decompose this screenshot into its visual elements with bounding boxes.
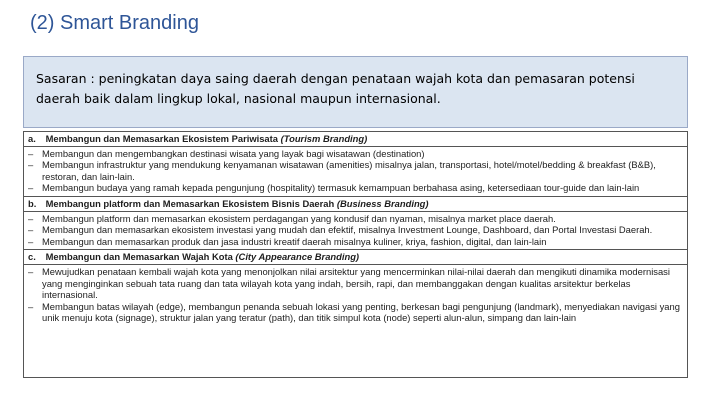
section-heading-text: Membangun dan Memasarkan Ekosistem Pariwisata bbox=[45, 133, 278, 144]
dash-icon: – bbox=[28, 235, 34, 247]
section-body-tourism bbox=[24, 147, 687, 197]
dash-icon: – bbox=[28, 265, 34, 277]
section-body-city bbox=[24, 265, 687, 326]
section-heading-text: Membangun platform dan Memasarkan Ekosistem Bisnis Daerah bbox=[45, 197, 335, 209]
section-body-business bbox=[24, 212, 687, 251]
section-label: b. bbox=[28, 197, 37, 209]
section-heading-english: (Tourism Branding) bbox=[280, 133, 368, 144]
list-item: – Membangun dan memasarkan ekosistem investasi yang mudah dan efektif, misalnya Investment Lounge, Dashboard, dan Portal Investasi Daerah. bbox=[28, 224, 653, 236]
dash-icon: – bbox=[28, 182, 34, 194]
section-heading-tourism bbox=[24, 132, 687, 147]
list-item: – Mewujudkan penataan kembali wajah kota yang menonjolkan nilai arsitektur yang mencerminkan nilai-nilai daerah dan mengikuti dinamika modernisasi yang menginginkan sebuah tata ruang dan tata wilayah kota yang indah, bersih, rapi, dan membanggakan dengan kualitas arsitektur berkelas internasional. bbox=[28, 265, 670, 301]
dash-icon: – bbox=[28, 147, 34, 159]
list-item: – Membangun dan memasarkan produk dan jasa industri kreatif daerah misalnya kuliner, kriya, fashion, digital, dan lain-lain bbox=[28, 235, 547, 247]
list-item: – Membangun batas wilayah (edge), membangun penanda sebuah lokasi yang penting, berkesan bagi pengunjung (landmark), menyediakan navigasi yang unik menuju kota (signage), struktur jalan yang teratur (path), dan titik simpul kota (node) seperti alun-alun, simpang dan lain-lain bbox=[28, 300, 680, 324]
section-label: a. bbox=[28, 133, 36, 144]
list-item: – Membangun platform dan memasarkan ekosistem perdagangan yang kondusif dan nyaman, misalnya market place daerah. bbox=[28, 212, 556, 224]
dash-icon: – bbox=[28, 224, 34, 236]
goal-text: Sasaran : peningkatan daya saing daerah dengan penataan wajah kota dan pemasaran potensi daerah baik dalam lingkup lokal, nasional maupun internasional. bbox=[36, 71, 635, 106]
strategy-table bbox=[23, 131, 688, 378]
list-item: – Membangun infrastruktur yang mendukung kenyamanan wisatawan (amenities) misalnya jalan, transportasi, hotel/motel/bedding & breakfast (B&B), restoran, dan lain-lain. bbox=[28, 159, 656, 182]
dash-icon: – bbox=[28, 159, 34, 171]
page-title: (2) Smart Branding bbox=[30, 12, 199, 34]
section-heading-city bbox=[24, 250, 687, 265]
dash-icon: – bbox=[28, 212, 34, 224]
section-heading-english: (Business Branding) bbox=[336, 197, 429, 209]
list-item: – Membangun budaya yang ramah kepada pengunjung (hospitality) termasuk kemampuan berbahasa asing, ketersediaan tour-guide dan lain-lain bbox=[28, 182, 640, 194]
section-heading-business bbox=[24, 197, 687, 212]
dash-icon: – bbox=[28, 300, 34, 312]
section-label: c. bbox=[28, 251, 36, 263]
goal-box bbox=[23, 56, 688, 128]
section-heading-text: Membangun dan Memasarkan Wajah Kota bbox=[45, 251, 233, 263]
list-item: – Membangun dan mengembangkan destinasi wisata yang layak bagi wisatawan (destination) bbox=[28, 147, 425, 159]
section-heading-english: (City Appearance Branding) bbox=[235, 251, 360, 263]
